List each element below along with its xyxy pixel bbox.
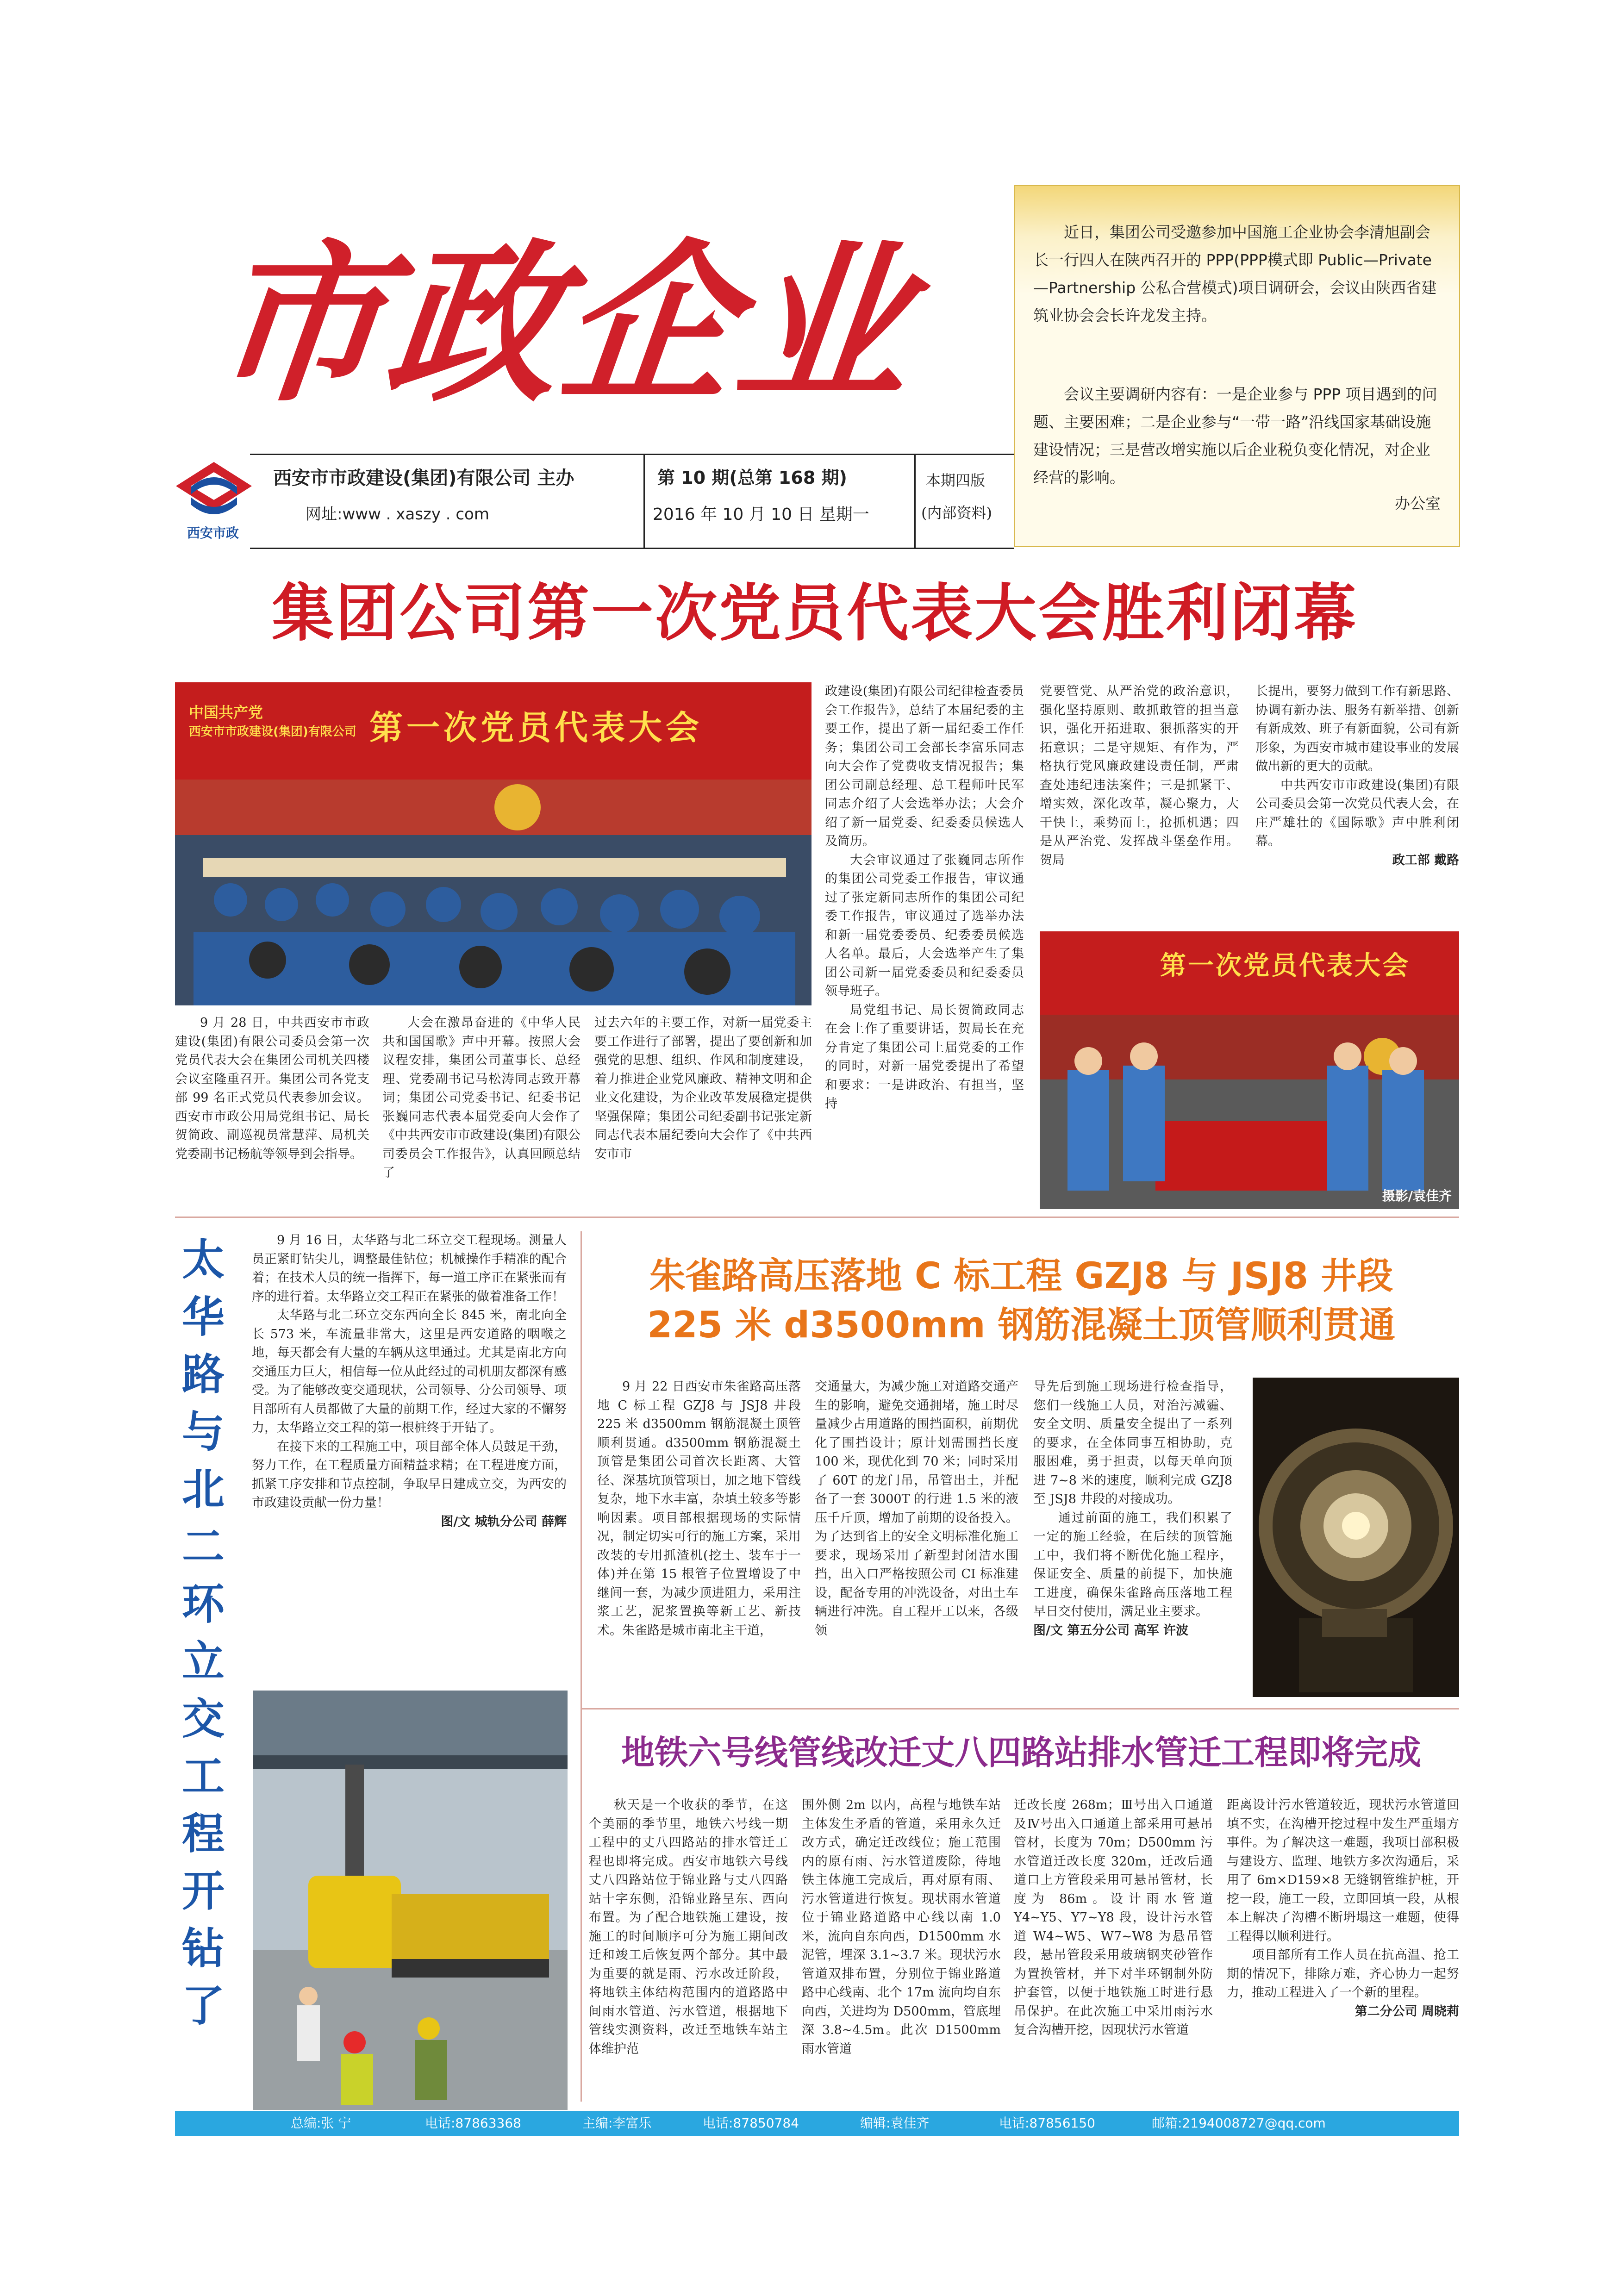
article1-col1: 9 月 28 日，中共西安市市政建设(集团)有限公司委员会第一次党员代表大会在集团公司机关四楼会议室隆重召开。集团公司各党支部 99 名正式党员代表参加会议。西安市市政公用局党组书记、局长贺简政、副巡视员常慧萍、局机关党委副书记杨航等领导到会指导。 (175, 1016, 369, 1161)
notice-paragraph-1: 近日，集团公司受邀参加中国施工企业协会李清旭副会长一行四人在陕西召开的 PPP(PPP模式即 Public—Private—Partnership 公私合营模式)项目调研会，会议由陕西省建筑业协会会长许龙发主持。 (1033, 223, 1437, 324)
footer-editor: 主编:李富乐 (582, 2115, 652, 2131)
divider-3 (581, 1708, 1459, 1710)
notice-box (1014, 185, 1460, 547)
footer-staff: 编辑:袁佳齐 (860, 2115, 930, 2131)
article1-col5: 党要管党、从严治党的政治意识，强化坚持原则、敢抓敢管的担当意识，强化开拓进取、狠抓落实的开拓意识；二是守规矩、有作为，严格执行党风廉政建设责任制，严肃查处违纪违法案件；三是抓紧干、增实效，深化改革，凝心聚力，大干快上，乘势而上，抢抓机遇；四是从严治党、发挥战斗堡垒作用。贺局 (1040, 684, 1239, 867)
footer-chief-editor: 总编:张 宁 (291, 2115, 351, 2131)
internal-note: (内部资料) (921, 504, 992, 522)
banner-small: 第一次党员代表大会 (1160, 951, 1410, 981)
article3-col1: 9 月 22 日西安市朱雀路高压落地 C 标工程 GZJ8 与 JSJ8 井段 225 米 d3500mm 钢筋混凝土顶管顺利贯通。d3500mm 钢筋混凝土顶管是集团公司首次长距离、大管径、深基坑顶管项目，加之地下管线复杂，地下水丰富，杂填土较多等影响因素。项目部根据现场的实际情况，制定切实可行的施工方案，采用改装的专用抓渣机(挖土、装车于一体)并在第 15 根管子位置增设了中继间一套，为减少顶进阻力，采用注浆工艺，泥浆置换等新工艺、新技术。朱雀路是城市南北主干道， (597, 1379, 801, 1638)
article3-col2: 交通量大，为减少施工对道路交通产生的影响，避免交通拥堵，施工时尽量减少占用道路的围挡面积，前期优化了围挡设计；原计划需围挡长度 100 米，现优化到 70 米；同时采用了 60T 的龙门吊，吊管出土，并配备了一套 3000T 的行进 1.5 米的液压千斤顶，增加了前期的设备投入。为了达到省上的安全文明标准化施工要求，现场采用了新型封闭洁水围挡，出入口严格按照公司 CI 标准建设，配备专用的冲洗设备，对出土车辆进行冲洗。自工程开工以来，各级领 (815, 1379, 1018, 1638)
article4-signature: 第二分公司 周晓莉 (1355, 2004, 1459, 2019)
footer-chief-phone: 电话:87863368 (425, 2115, 521, 2131)
footer-staff-phone: 电话:87856150 (999, 2115, 1095, 2131)
article2-signature: 图/文 城轨分公司 薛辉 (441, 1514, 567, 1529)
photo-drilling-rig (253, 1691, 568, 2110)
footer-email: 邮箱:2194008727@qq.com (1152, 2115, 1326, 2131)
edition-note: 本期四版 (926, 472, 986, 489)
issue-number: 第 10 期(总第 168 期) (657, 468, 847, 488)
article4-col4: 距离设计污水管道较近，现状污水管道回填不实，在沟槽开挖过程中发生严重塌方事件。为了解决这一难题，我项目部积极与建设方、监理、地铁方多次沟通后，采用了 6m×D159×8 无缝钢管维护桩，开挖一段，施工一段，立即回填一段，从根本上解决了沟槽不断坍塌这一难题，使得工程得以顺利进行。 项目部所有工作人员在抗高温、抢工期的情况下，排除万难，齐心协力一起努力，推动工程进入了一个新的里程。 第二分公司 周晓莉 (1227, 1796, 1459, 2021)
banner-org: 中国共产党 西安市市政建设(集团)有限公司 (189, 704, 356, 739)
article1-col3: 过去六年的主要工作，对新一届党委主要工作进行了部署，提出了要创新和加强党的思想、组织、作风和制度建设，着力推进企业党风廉政、精神文明和企业文化建设，为企业改革发展稳定提供坚强保障；集团公司纪委副书记张定新同志代表本届纪委向大会作了《中共西安市市 (594, 1016, 812, 1161)
publisher: 西安市市政建设(集团)有限公司 主办 (273, 468, 574, 489)
divider-1 (175, 1217, 1459, 1218)
article1-col2: 大会在激昂奋进的《中华人民共和国国歌》声中开幕。按照大会议程安排，集团公司董事长、总经理、党委副书记马松涛同志致开幕词；集团公司党委书记、纪委书记张巍同志代表本届党委向大会作了《中共西安市市政建设(集团)有限公司委员会工作报告》，认真回顾总结了 (382, 1016, 581, 1180)
article4-col2: 围外侧 2m 以内，高程与地铁车站主体发生矛盾的管道，采用永久迁改方式，确定迁改线位；施工范围内的原有雨、污水管道废除，待地铁主体施工完成后，再对原有雨、污水管道进行恢复。现状雨水管道位于锦业路道路中心线以南 1.0 米，流向自东向西，D1500mm 水泥管，埋深 3.1~3.7 米。现状污水管道双排布置，分别位于锦业路道路中心线南、北个 17m 流向均自东向西，关进均为 D500mm，管底埋深 3.8~4.5m。此次 D1500mm 雨水管道 (802, 1798, 1001, 2056)
article2-body: 9 月 16 日，太华路与北二环立交工程现场。测量人员正紧盯钻尖儿，调整最佳钻位；机械操作手精准的配合着；在技术人员的统一指挥下，每一道工序正在紧张而有序的进行着。太华路立交工程正在紧张的做着准备工作！ 太华路与北二环立交东西向全长 845 米，南北向全长 573 米，车流量非常大，这里是西安道路的咽喉之地，每天都会有大量的车辆从这里通过。尤其是南北方向交通压力巨大，相信每一位从此经过的司机朋友都深有感受。为了能够改变交通现状，公司领导、分公司领导、项目部所有人员都做了大量的前期工作，经过大家的不懈努力，太华路立交工程的第一根桩终于开钻了。 在接下来的工程施工中，项目部全体人员鼓足干劲，努力工作，在工程质量方面精益求精；在工程进度方面，抓紧工序安排和节点控制，争取早日建成立交，为西安的市政建设贡献一份力量！ 图/文 城轨分公司 薛辉 (252, 1231, 567, 1531)
logo-text: 西安市政 (187, 525, 239, 541)
notice-paragraph-2: 会议主要调研内容有：一是企业参与 PPP 项目遇到的问题、主要困难；二是企业参与“一带一路”沿线国家基础设施建设情况；三是营改增实施以后企业税负变化情况，对企业经营的影响。 (1033, 385, 1437, 487)
divider-2 (581, 1231, 582, 2102)
notice-signature: 办公室 (1395, 494, 1441, 512)
article1-signature: 政工部 戴路 (1392, 853, 1459, 867)
issue-date: 2016 年 10 月 10 日 星期一 (653, 505, 869, 524)
photo-credit: 摄影/袁佳齐 (1382, 1188, 1452, 1204)
banner-title: 第一次党员代表大会 (369, 708, 703, 747)
masthead-title: 市政企业 (202, 223, 924, 425)
footer-editor-phone: 电话:87850784 (703, 2115, 799, 2131)
article3-col3: 导先后到施工现场进行检查指导，您们一线施工人员，对治污减霾、安全文明、质量安全提出了一系列的要求，在全体同事互相协助，克服困难，勇于担责，以每天单向顶进 7~8 米的速度，顺利完成 GZJ8 至 JSJ8 井段的对接成功。 通过前面的施工，我们积累了一定的施工经验，在后续的顶管施工中，我们将不断优化施工程序，保证安全、质量的前提下，加快施工进度，确保朱雀路高压落地工程早日交付使用，满足业主要求。 图/文 第五分公司 高军 许波 (1033, 1378, 1232, 1640)
article4-col3: 迁改长度 268m；Ⅲ号出入口通道及Ⅳ号出入口通道上部采用可悬吊管材，长度为 70m；D500mm 污水管道迁改长度 320m，迁改后通道口上方管段采用可悬吊管材，长度为 86m。设计雨水管道 Y4~Y5、Y7~Y8 段，设计污水管道 W4~W5、W7~W8 为悬吊管段，悬吊管段采用玻璃钢夹砂管作为置换管材，并下对半环钢制外防护套管，以便于地铁施工时进行悬吊保护。在此次施工中采用雨污水复合沟槽开挖，因现状污水管道 (1014, 1798, 1213, 2037)
footer-bar (175, 2111, 1459, 2136)
article1-col6: 长提出，要努力做到工作有新思路、协调有新办法、服务有新举措、创新有新成效、班子有新面貌，公司有新形象，为西安市城市建设事业的发展做出新的更大的贡献。 中共西安市市政建设(集团)有限公司委员会第一次党员代表大会，在庄严雄壮的《国际歌》声中胜利闭幕。 政工部 戴路 (1255, 682, 1459, 870)
article2-vertical-title: 太 华 路 与 北 二 环 立 交 工 程 开 钻 了 (181, 1235, 225, 2031)
photo-pipe-tunnel (1253, 1378, 1459, 1697)
website: 网址:www . xaszy . com (306, 505, 489, 524)
article4-headline: 地铁六号线管线改迁丈八四路站排水管迁工程即将完成 (621, 1733, 1421, 1772)
article1-headline: 集团公司第一次党员代表大会胜利闭幕 (271, 577, 1358, 649)
masthead-info-box (250, 454, 1014, 549)
article3-headline: 朱雀路高压落地 C 标工程 GZJ8 与 JSJ8 井段 225 米 d3500mm 钢筋混凝土顶管顺利贯通 (647, 1255, 1395, 1346)
article3-signature: 图/文 第五分公司 高军 许波 (1033, 1623, 1189, 1638)
article1-col4: 政建设(集团)有限公司纪律检查委员会工作报告》，总结了本届纪委的主要工作，提出了新一届纪委工作任务；集团公司工会部长李富乐同志向大会作了党费收支情况报告；集团公司副总经理、总工程师叶民军同志介绍了大会选举办法；大会介绍了新一届党委、纪委委员候选人及简历。 大会审议通过了张巍同志所作的集团公司党委工作报告，审议通过了张定新同志所作的集团公司纪委工作报告，审议通过了选举办法和新一届党委委员、纪委委员候选人名单。最后，大会选举产生了集团公司新一届党委委员和纪委委员领导班子。 局党组书记、局长贺简政同志在会上作了重要讲话，贺局长在充分肯定了集团公司上届党委的工作的同时，对新一届党委提出了希望和要求：一是讲政治、有担当，坚持 (825, 684, 1024, 1111)
photo-ballot-casting (1040, 931, 1459, 1209)
article4-col1: 秋天是一个收获的季节，在这个美丽的季节里，地铁六号线一期工程中的丈八四路站的排水管迁工程也即将完成。西安市地铁六号线丈八四路站位于锦业路与丈八四路站十字东侧，沿锦业路呈东、西向布置。为了配合地铁施工建设，按施工的时间顺序可分为施工期间改迁和竣工后恢复两个部分。其中最为重要的就是雨、污水改迁阶段，将地铁主体结构范围内的道路路中间雨水管道、污水管道，根据地下管线实测资料，改迁至地铁车站主体维护范 (589, 1798, 788, 2056)
photo-party-congress-hall (175, 682, 812, 1005)
